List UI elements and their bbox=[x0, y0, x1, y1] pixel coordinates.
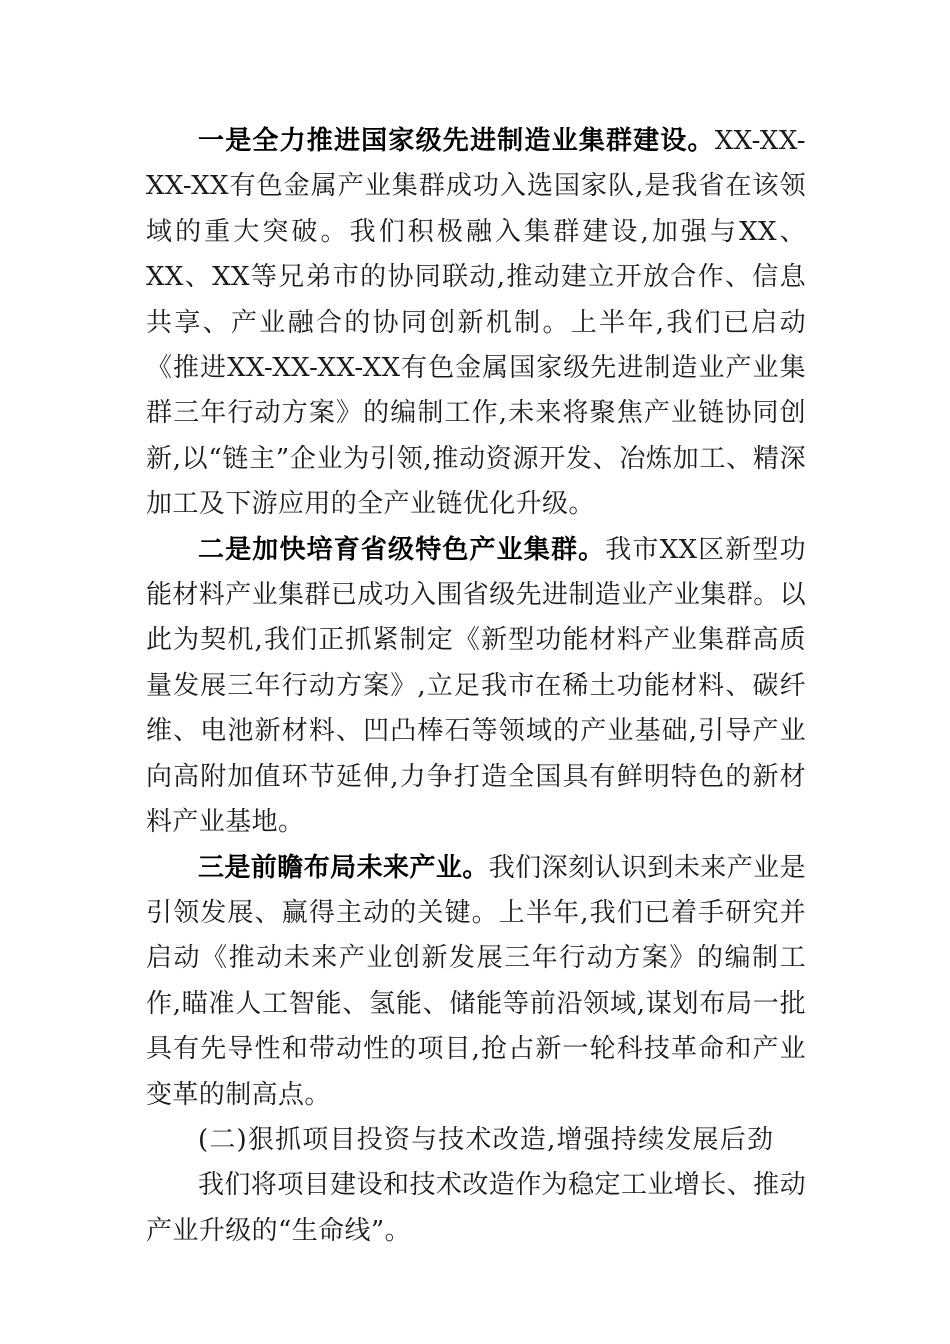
paragraph-lead: 一是全力推进国家级先进制造业集群建设。 bbox=[198, 126, 715, 156]
paragraph-national-cluster bbox=[146, 119, 806, 528]
paragraph-closing: 我们将项目建设和技术改造作为稳定工业增长、推动产业升级的“生命线”。 bbox=[146, 1170, 806, 1246]
paragraph-lead: 三是前瞻布局未来产业。 bbox=[198, 852, 489, 883]
paragraph-future-industries bbox=[146, 846, 806, 1118]
paragraph-text: XX-XX-XX-XX有色金属产业集群成功入选国家队,是我省在该领域的重大突破。我们积极融入集群建设,加强与XX、XX、XX等兄弟市的协同联动,推动建立开放合作、信息共享、产业融合的协同创新机制。上半年,我们已启动《推进XX-XX-XX-XX有色金属国家级先进制造业产业集群三年行动方案》的编制工作,未来将聚焦产业链协同创新,以“链主”企业为引领,推动资源开发、冶炼加工、精深加工及下游应用的全产业链优化升级。 bbox=[146, 126, 806, 520]
section-heading: (二)狠抓项目投资与技术改造,增强持续发展后劲 bbox=[198, 1124, 775, 1155]
paragraph-text: 我们深刻认识到未来产业是引领发展、赢得主动的关键。上半年,我们已着手研究并启动《推动未来产业创新发展三年行动方案》的编制工作,瞄准人工智能、氢能、储能等前沿领域,谋划布局一批具有先导性和带动性的项目,抢占新一轮科技革命和产业变革的制高点。 bbox=[146, 852, 806, 1110]
paragraph-provincial-cluster bbox=[146, 528, 806, 846]
paragraph-text: 我市XX区新型功能材料产业集群已成功入围省级先进制造业产业集群。以此为契机,我们正抓紧制定《新型功能材料产业集群高质量发展三年行动方案》,立足我市在稀土功能材料、碳纤维、电池新材料、凹凸棒石等领域的产业基础,引导产业向高附加值环节延伸,力争打造全国具有鲜明特色的新材料产业基地。 bbox=[146, 534, 807, 838]
document-body bbox=[146, 119, 806, 1254]
paragraph-lead: 二是加快培育省级特色产业集群。 bbox=[198, 534, 606, 565]
